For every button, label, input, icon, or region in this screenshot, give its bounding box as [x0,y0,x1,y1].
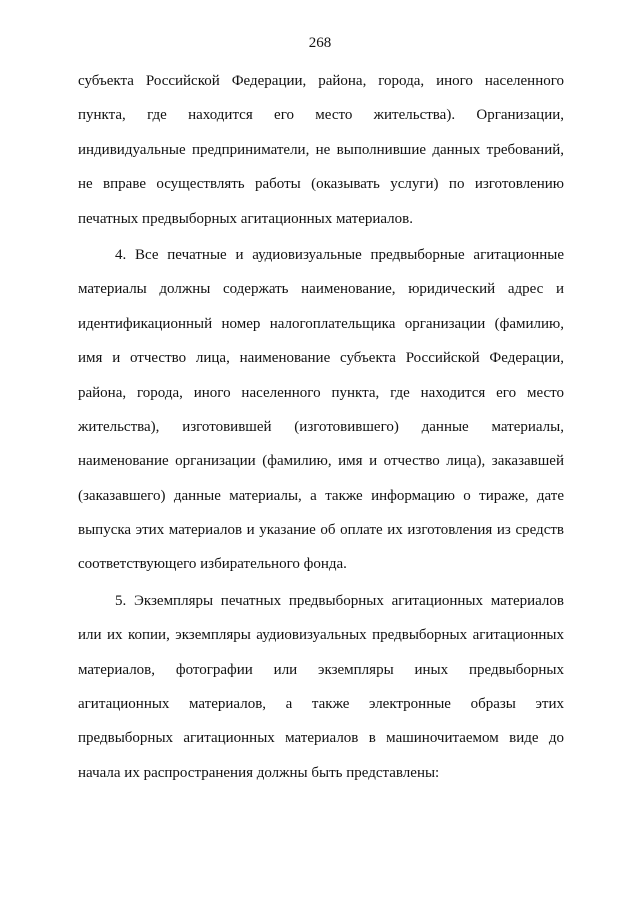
text-line: пункта, где находится его место жительства). Организации, [78,107,564,124]
paragraph-continuation [78,64,564,236]
text-line: района, города, иного населенного пункта, где находится его место [78,384,564,401]
text-line: идентификационный номер налогоплательщика организации (фамилию, [78,315,564,332]
text-line: (заказавшего) данные материалы, а также информацию о тираже, дате [78,487,564,504]
text-line: 5. Экземпляры печатных предвыборных агитационных материалов [115,592,564,609]
page-number: 268 [308,35,332,51]
paragraph-item-5 [78,584,564,790]
text-line: или их копии, экземпляры аудиовизуальных предвыборных агитационных [78,627,564,644]
text-line: 4. Все печатные и аудиовизуальные предвыборные агитационные [115,246,564,263]
text-line: имя и отчество лица, наименование субъекта Российской Федерации, [78,350,564,367]
text-line: жительства), изготовившей (изготовившего) данные материалы, [78,418,564,435]
paragraph-item-4 [78,238,564,582]
text-line: материалов, фотографии или экземпляры иных предвыборных [78,661,564,678]
text-line: материалы должны содержать наименование, юридический адрес и [78,281,564,298]
text-line: индивидуальные предприниматели, не выполнившие данных требований, [78,141,564,158]
text-line: не вправе осуществлять работы (оказывать услуги) по изготовлению [78,176,564,193]
text-line: начала их распространения должны быть представлены: [78,764,440,781]
text-line: выпуска этих материалов и указание об оплате их изготовления из средств [78,522,564,539]
text-line: печатных предвыборных агитационных материалов. [78,210,413,227]
document-body [78,64,564,790]
text-line: наименование организации (фамилию, имя и отчество лица), заказавшей [78,453,564,470]
text-line: субъекта Российской Федерации, района, города, иного населенного [78,73,564,89]
text-line: агитационных материалов, а также электронные образы этих [78,696,564,713]
text-line: предвыборных агитационных материалов в машиночитаемом виде до [78,730,564,747]
text-line: соответствующего избирательного фонда. [78,556,347,573]
